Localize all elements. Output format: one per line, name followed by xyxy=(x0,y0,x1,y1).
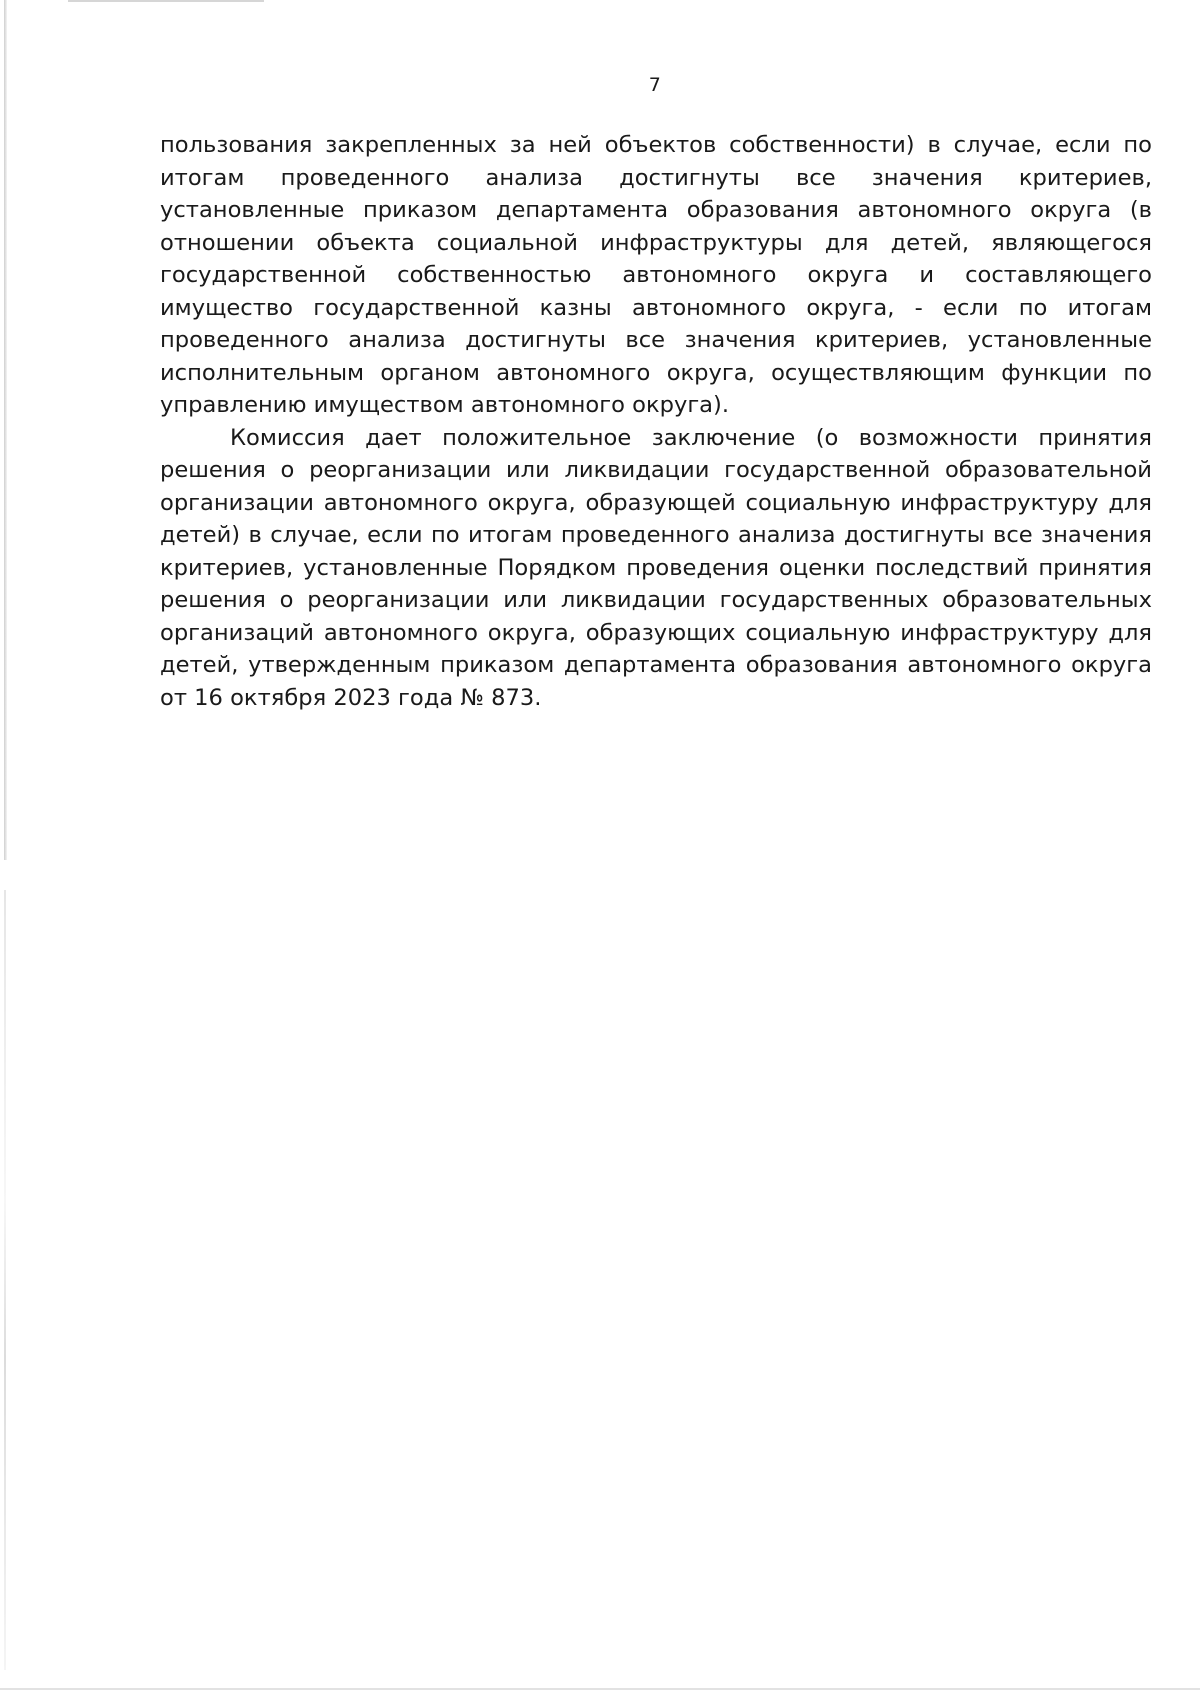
page-number: 7 xyxy=(648,74,662,96)
scan-edge-left-lower xyxy=(4,890,6,1670)
scan-edge-left xyxy=(4,0,7,860)
scan-edge-bottom xyxy=(0,1688,1200,1690)
paragraph-commission-conclusion: Комиссия дает положительное заключение (о возможности принятия решения о реорганизации или ликвидации государственной образовательной организации автономного округа, образующей социальную инфраструктуру для детей) в случае, если по итогам проведенного анализа достигнуты все значения критериев, установленные Порядком проведения оценки последствий принятия решения о реорганизации или ликвидации государственных образовательных организаций автономного округа, образующих социальную инфраструктуру для детей, утвержденным приказом департамента образования автономного округа от 16 октября 2023 года № 873. xyxy=(160,424,1152,711)
document-body xyxy=(160,129,1152,714)
scan-edge-top xyxy=(68,0,264,2)
paragraph-continuation: пользования закрепленных за ней объектов собственности) в случае, если по итогам проведенного анализа достигнуты все значения критериев, установленные приказом департамента образования автономного округа (в отношении объекта социальной инфраструктуры для детей, являющегося государственной собственностью автономного округа и составляющего имущество государственной казны автономного округа, - если по итогам проведенного анализа достигнуты все значения критериев, установленные исполнительным органом автономного округа, осуществляющим функции по управлению имуществом автономного округа). xyxy=(160,132,1152,418)
